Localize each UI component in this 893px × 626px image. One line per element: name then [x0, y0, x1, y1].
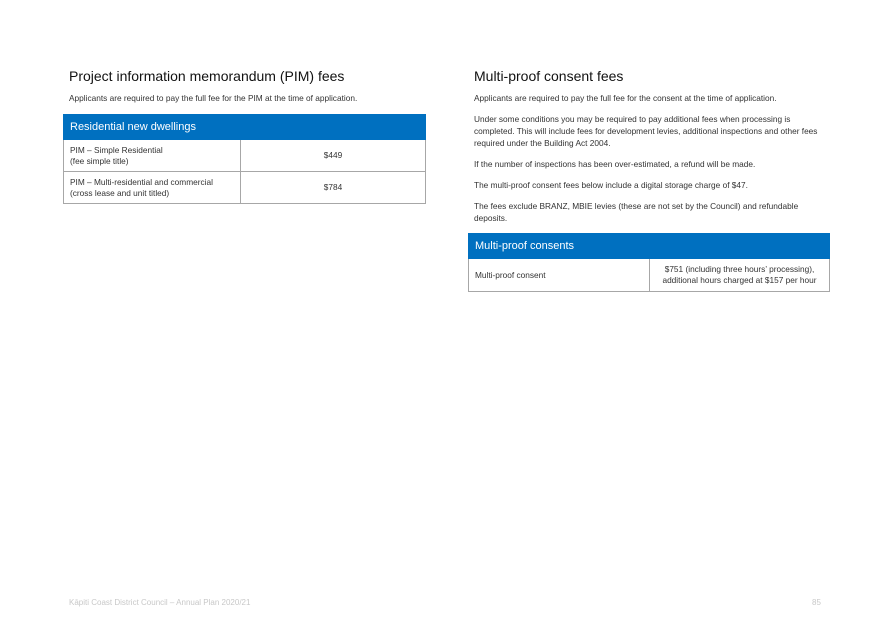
table-row — [469, 259, 830, 292]
multiproof-paragraph: If the number of inspections has been over-estimated, a refund will be made. — [474, 159, 756, 169]
table-header: Residential new dwellings — [64, 115, 426, 140]
pim-title: Project information memorandum (PIM) fees — [69, 68, 345, 84]
page-number: 85 — [812, 598, 821, 607]
multiproof-paragraph: The multi-proof consent fees below include a digital storage charge of $47. — [474, 180, 748, 190]
multiproof-title: Multi-proof consent fees — [474, 68, 624, 84]
multiproof-section — [468, 68, 830, 292]
fee-value: $751 (including three hours’ processing), additional hours charged at $157 per hour — [650, 259, 830, 292]
table-row — [64, 172, 426, 204]
fee-label: PIM – Multi-residential and commercial (cross lease and unit titled) — [64, 172, 241, 204]
fee-value: $449 — [241, 140, 426, 172]
pim-fee-table — [63, 114, 426, 204]
footer-title: Kāpiti Coast District Council – Annual Plan 2020/21 — [69, 598, 251, 607]
table-header: Multi-proof consents — [469, 234, 830, 259]
fee-value: $784 — [241, 172, 426, 204]
fee-label: PIM – Simple Residential (fee simple title) — [64, 140, 241, 172]
pim-section — [63, 68, 426, 204]
multiproof-paragraph: The fees exclude BRANZ, MBIE levies (these are not set by the Council) and refundable deposits. — [474, 201, 799, 223]
table-header-row — [64, 115, 426, 140]
fee-label: Multi-proof consent — [469, 259, 650, 292]
pim-intro: Applicants are required to pay the full fee for the PIM at the time of application. — [69, 93, 358, 103]
multiproof-paragraph: Applicants are required to pay the full fee for the consent at the time of application. — [474, 93, 777, 103]
multiproof-paragraph: Under some conditions you may be required to pay additional fees when processing is completed. This will include fees for development levies, additional inspections and other fees required under the Building Act 2004. — [474, 114, 818, 148]
table-row — [64, 140, 426, 172]
multiproof-fee-table — [468, 233, 830, 292]
table-header-row — [469, 234, 830, 259]
